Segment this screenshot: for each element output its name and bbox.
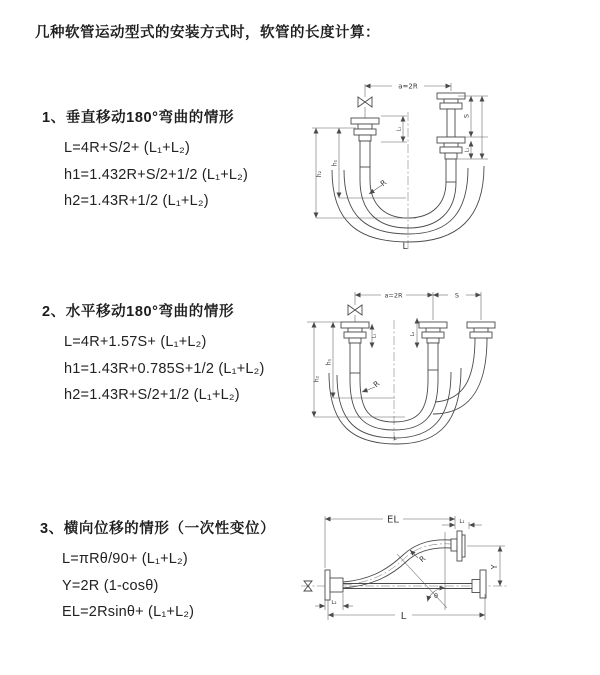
dim-label-l2: L₂ (331, 600, 337, 606)
dim-label-h1: h₁ (331, 159, 339, 167)
section-3-heading: 3、横向位移的情形（一次性变位） (40, 521, 276, 537)
middle-flange (419, 322, 447, 370)
dim-label-l1-right: L₁ (464, 147, 471, 153)
section-2-heading: 2、水平移动180°弯曲的情形 (42, 304, 235, 320)
dim-label-s: S (462, 113, 471, 119)
diagram-lateral-displacement (295, 498, 600, 643)
dim-label-l: L (393, 436, 397, 442)
formula: h1=1.43R+0.785S+1/2 (L₁+L₂) (64, 360, 265, 377)
right-flange-original (472, 570, 486, 598)
dim-label-h2: h₂ (313, 375, 321, 383)
section-1 (42, 106, 248, 215)
left-flange (351, 118, 379, 167)
left-flange (325, 570, 343, 600)
formula: L=πRθ/90+ (L₁+L₂) (62, 551, 188, 567)
left-flange (341, 322, 369, 373)
formula: h2=1.43R+1/2 (L₁+L₂) (64, 193, 209, 209)
diagram-labels (331, 515, 499, 623)
dim-label-h2: h₂ (316, 170, 323, 178)
dim-label-y: Y (490, 564, 499, 570)
dim-label-s: S (454, 291, 460, 300)
dim-label-l1: L₁ (371, 333, 378, 339)
formula: h1=1.432R+S/2+1/2 (L₁+L₂) (64, 166, 249, 183)
section-2 (42, 300, 265, 409)
diagram-vertical-180-bend (308, 70, 598, 262)
dim-label-l1: L₁ (459, 519, 465, 525)
dim-label-a2r: a=2R (384, 291, 403, 300)
dim-label-r: R (417, 553, 428, 565)
section-1-formulas (42, 135, 248, 215)
dim-label-l: L (400, 611, 407, 622)
valve-icon (348, 292, 362, 322)
section-3-formulas (40, 546, 275, 626)
formula: EL=2Rsinθ+ (L₁+L₂) (62, 604, 195, 620)
dim-label-h1: h₁ (325, 358, 333, 366)
formula: L=4R+1.57S+ (L₁+L₂) (64, 334, 207, 350)
formula: h2=1.43R+S/2+1/2 (L₁+L₂) (64, 387, 240, 403)
dim-label-el: EL (387, 514, 399, 526)
dim-label-a2r: a=2R (398, 82, 418, 91)
dim-label-l2: L₂ (410, 331, 416, 337)
top-flange-displaced (451, 531, 465, 561)
dim-label-r: R (371, 378, 382, 390)
dim-label-r: R (378, 177, 389, 189)
section-1-heading: 1、垂直移动180°弯曲的情形 (42, 110, 235, 126)
right-flange (437, 93, 465, 182)
valve-icon (358, 84, 372, 118)
dim-label-l1-left: L₁ (396, 126, 403, 132)
dim-label-theta: θ (434, 592, 438, 600)
page-title: 几种软管运动型式的安装方式时，软管的长度计算： (35, 25, 380, 41)
formula: Y=2R (1-cosθ) (62, 577, 159, 594)
section-3 (40, 517, 275, 626)
dim-label-l: L (402, 242, 408, 252)
formula: L=4R+S/2+ (L₁+L₂) (64, 140, 190, 156)
diagram-horizontal-180-bend (305, 280, 600, 452)
right-flange (467, 322, 495, 338)
section-2-formulas (42, 329, 265, 409)
